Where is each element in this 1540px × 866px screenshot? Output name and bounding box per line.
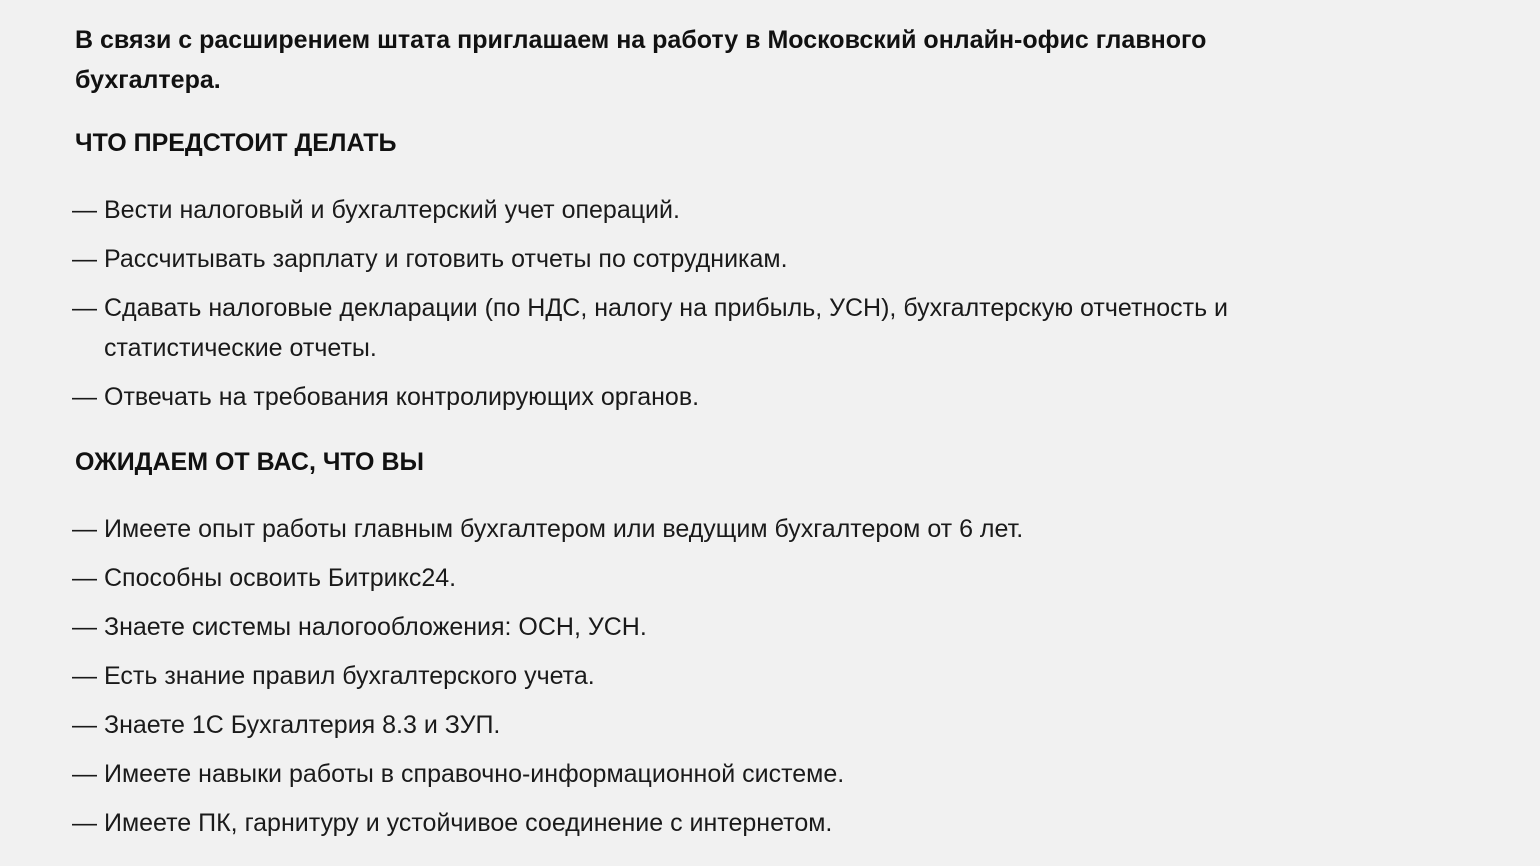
list-item-text: Знаете 1С Бухгалтерия 8.3 и ЗУП. — [104, 711, 501, 739]
list-item — [72, 607, 1295, 647]
list-item — [72, 803, 1295, 843]
dash-bullet: — — [72, 711, 97, 739]
list-item — [72, 754, 1295, 794]
intro-paragraph: В связи с расширением штата приглашаем на работу в Московский онлайн-офис главного бухгалтера. — [75, 26, 1207, 94]
list-item-text: Есть знание правил бухгалтерского учета. — [104, 662, 595, 690]
section-heading-duties: ЧТО ПРЕДСТОИТ ДЕЛАТЬ — [75, 129, 397, 157]
dash-bullet: — — [72, 196, 97, 224]
list-item — [72, 705, 1295, 745]
duties-list — [72, 190, 1295, 417]
list-item — [72, 190, 1295, 230]
list-item-text: Имеете опыт работы главным бухгалтером или ведущим бухгалтером от 6 лет. — [104, 515, 1024, 543]
dash-bullet: — — [72, 383, 97, 411]
dash-bullet: — — [72, 515, 97, 543]
list-item — [72, 377, 1295, 417]
list-item-text: Имеете навыки работы в справочно-информационной системе. — [104, 760, 845, 788]
list-item — [72, 656, 1295, 696]
list-item-text: Знаете системы налогообложения: ОСН, УСН. — [104, 613, 647, 641]
dash-bullet: — — [72, 613, 97, 641]
list-item-text: Отвечать на требования контролирующих органов. — [104, 383, 700, 411]
list-item-text: Рассчитывать зарплату и готовить отчеты по сотрудникам. — [104, 245, 788, 273]
dash-bullet: — — [72, 294, 97, 322]
list-item-text: Сдавать налоговые декларации (по НДС, налогу на прибыль, УСН), бухгалтерскую отчетность и статистические отчеты. — [104, 294, 1228, 362]
list-item — [72, 509, 1295, 549]
list-item-text: Способны освоить Битрикс24. — [104, 564, 457, 592]
list-item-text: Имеете ПК, гарнитуру и устойчивое соединение с интернетом. — [104, 809, 833, 837]
list-item — [72, 558, 1295, 598]
requirements-list — [72, 509, 1295, 843]
dash-bullet: — — [72, 662, 97, 690]
section-heading-requirements: ОЖИДАЕМ ОТ ВАС, ЧТО ВЫ — [75, 448, 424, 476]
vacancy-text — [72, 20, 1295, 843]
dash-bullet: — — [72, 760, 97, 788]
list-item-text: Вести налоговый и бухгалтерский учет операций. — [104, 196, 680, 224]
dash-bullet: — — [72, 564, 97, 592]
list-item — [72, 288, 1295, 368]
list-item — [72, 239, 1295, 279]
dash-bullet: — — [72, 809, 97, 837]
dash-bullet: — — [72, 245, 97, 273]
